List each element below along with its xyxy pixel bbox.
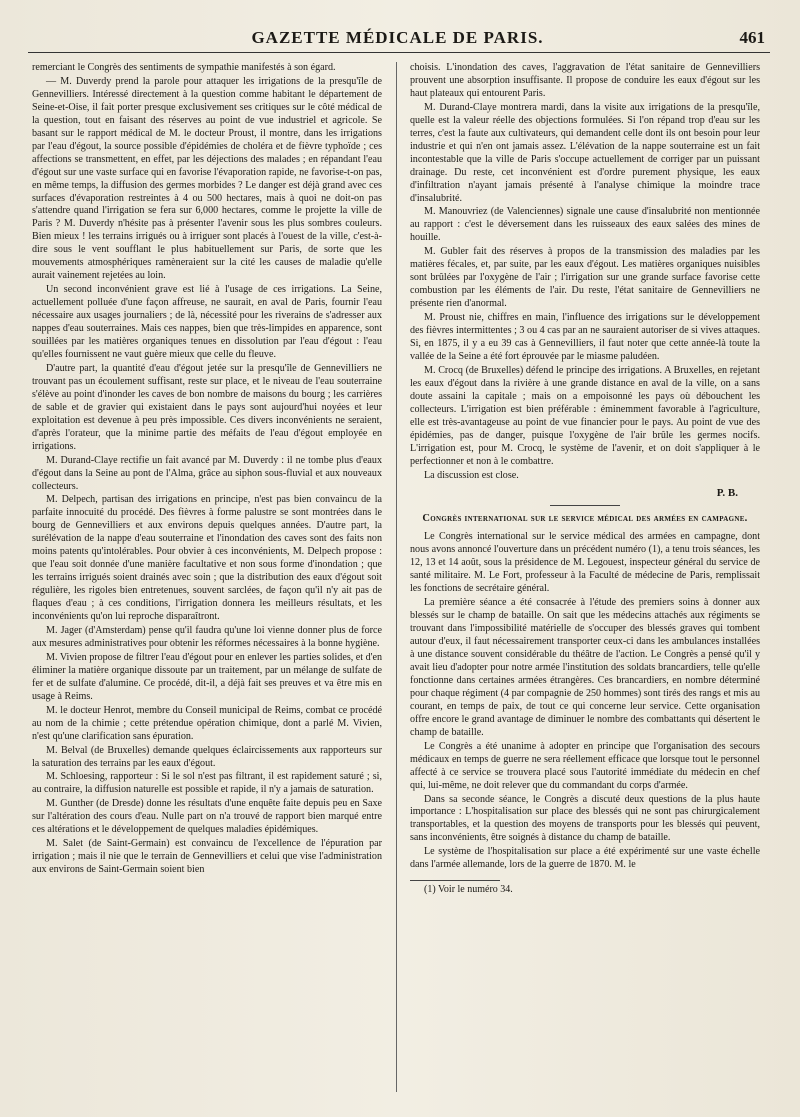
paragraph: Le Congrès a été unanime à adopter en principe que l'organisation des secours médicaux en temps de guerre ne sera réellement efficace que lorsque tout le personnel affecté à ce service se trouvera placé sous l'autorité immédiate du médecin en chef qui, lui-même, ne doit relever que du commandant du corps d'armée. [410, 740, 760, 791]
paragraph: M. le docteur Henrot, membre du Conseil municipal de Reims, combat ce procédé au nom de la chimie ; cette prétendue opération chimique, dont a parlé M. Vivien, n'est qu'une clarification sans épuration. [32, 704, 382, 742]
paragraph: M. Jager (d'Amsterdam) pense qu'il faudra qu'une loi vienne donner plus de force aux mesures administratives pour obtenir les réformes nécessaires à la bonne hygiène. [32, 624, 382, 649]
journal-title: GAZETTE MÉDICALE DE PARIS. [251, 28, 544, 47]
section-rule [550, 505, 620, 506]
paragraph: Un second inconvénient grave est lié à l'usage de ces irrigations. La Seine, actuellement polluée d'une façon affreuse, ne saurait, en aval de Paris, fournir l'eau nécessaire aux usages journaliers ; de là, nécessité pour les riverains de s'adresser aux nappes d'eau souterraines. Mais ces nappes, bien que très-limpides en apparence, sont souillées par les matières organiques tenues en dissolution par l'eau d'égout : l'eau qu'elles fournissent ne vaut guère mieux que celle du fleuve. [32, 284, 382, 360]
paragraph: M. Salet (de Saint-Germain) est convaincu de l'excellence de l'épuration par irrigation ; mais il nie que le terrain de Gennevilliers et celui que vise l'administration aux environs de Saint-Germain soient bien [32, 838, 382, 876]
paragraph: M. Gubler fait des réserves à propos de la transmission des maladies par les matières fécales, et, par suite, par les eaux d'égout. Les matières organiques nuisibles sont brûlées par l'oxygène de l'air ; l'irrigation sur une grande surface favorise cette combustion par les éléments de l'air. Du reste, l'état sanitaire de Gennevilliers ne présente rien d'anormal. [410, 246, 760, 310]
section-title: Congrès international sur le service médical des armées en campagne. [422, 513, 748, 525]
paragraph: M. Manouvriez (de Valenciennes) signale une cause d'insalubrité non mentionnée au rapport : c'est le déversement dans les ruisseaux des eaux salées des mines de houille. [410, 206, 760, 244]
column-divider [396, 62, 397, 1092]
paragraph: M. Vivien propose de filtrer l'eau d'égout pour en enlever les parties solides, et d'en éliminer la matière organique dissoute par un traitement, par un mélange de sulfate de fer et de sulfate d'alumine. Ce procédé, dit-il, a déjà fait ses preuves et va être mis en usage à Reims. [32, 651, 382, 702]
right-column [410, 62, 760, 1092]
paragraph: choisis. L'inondation des caves, l'aggravation de l'état sanitaire de Gennevilliers prouvent une absorption insuffisante. Il propose de conduire les eaux d'égout sur les haut plateaux qui entourent Paris. [410, 62, 760, 99]
paragraph: La discussion est close. [424, 469, 519, 481]
paragraph: M. Delpech, partisan des irrigations en principe, n'est pas bien convaincu de la parfaite innocuité du procédé. Des fièvres à forme palustre se sont montrées dans le bourg de Gennevilliers et aux environs depuis quelques années. D'autre part, la surélévation de la nappe d'eau souterraine et l'inondation des caves sont des faits non moins patents qu'intolérables. Pour obvier à ces inconvénients, M. Delpech propose : que l'eau soit donnée d'une manière facultative et non sous forme d'inondation ; que les terrains irrigués soient drainés avec soin ; que la distribution des eaux d'égout soit régulière, les rigoles bien entretenues, souvent sarclées, de façon qu'il n'y ait pas de flaques d'eau ; à ces conditions, l'irrigation donnera les meilleurs résultats, et les inconvénients qu'on lui reproche disparaîtront. [32, 494, 382, 623]
paragraph: Le Congrès international sur le service médical des armées en campagne, dont nous avons annoncé l'ouverture dans un précédent numéro (1), a tenu trois séances, les 12, 13 et 14 août, sous la présidence de M. Legouest, inspecteur général du service de santé militaire. M. Le Fort, professeur à la Faculté de médecine de Paris, remplissait les fonctions de secrétaire général. [410, 531, 760, 595]
paragraph: M. Crocq (de Bruxelles) défend le principe des irrigations. A Bruxelles, en rejetant les eaux d'égout dans la rivière à une grande distance en aval de la ville, on a sans doute assaini la capitale ; mais on a empoisonné les pays où débouchent les collecteurs. L'irrigation est bien préférable : éminemment favorable à l'agriculture, elle est très-avantageuse au point de vue financier pour le pays. Au point de vue des épidémies, pas de danger, puisque l'oxygène de l'air brûle les germes nocifs. L'irrigation est, pour M. Crocq, le système de l'avenir, et on doit s'appliquer à le perfectionner et non à le combattre. [410, 364, 760, 467]
paragraph: D'autre part, la quantité d'eau d'égout jetée sur la presqu'île de Gennevilliers ne trouvant pas un écoulement suffisant, reste sur place, et le niveau de l'eau souterraine s'élève au point d'inonder les caves de bon nombre de maisons du bourg ; les carrières de sable et de gravier qui existaient dans le pays sont aujourd'hui noyées et leur exploitation est devenue à peu près impossible. Ces divers inconvénients ne seraient, d'après l'orateur, que la minime partie des méfaits de l'eau d'égout employée en irrigations. [32, 362, 382, 452]
paragraph: M. Gunther (de Dresde) donne les résultats d'une enquête faite depuis peu en Saxe sur l'altération des cours d'eau. Nulle part on n'a trouvé de rapport bien marqué entre ces altérations et le développement de quelques maladies épidémiques. [32, 798, 382, 836]
paragraph: remerciant le Congrès des sentiments de sympathie manifestés à son égard. [32, 62, 336, 73]
left-column [32, 62, 382, 1092]
paragraph: Dans sa seconde séance, le Congrès a discuté deux questions de la plus haute importance : L'hospitalisation sur place des blessés qui ne sont pas chirurgicalement transportables, et la question des moyens de transports pour les blessés qui peuvent, sans inconvénients, être soignés à distance du champ de bataille. [410, 793, 760, 844]
paragraph: M. Durand-Claye montrera mardi, dans la visite aux irrigations de la presqu'île, quelle est la valeur réelle des objections formulées. Si l'on répand trop d'eau sur les terres, c'est la faute aux cultivateurs, qui demandent celle dont ils ont besoin pour leur industrie et qui n'en ont jamais assez. L'élévation de la nappe souterraine est un fait incontestable que la ville de Paris s'occupe actuellement de corriger par un puissant drainage. Du reste, cet inconvénient est d'ordre purement physique, les eaux d'infiltration n'ayant jamais présenté à l'analyse chimique la moindre trace d'insalubrité. [410, 101, 760, 204]
paragraph: M. Schloesing, rapporteur : Si le sol n'est pas filtrant, il est rapidement saturé ; si, au contraire, la diffusion naturelle est possible et rapide, il n'y a jamais de saturation. [32, 771, 382, 796]
paragraph: La première séance a été consacrée à l'étude des premiers soins à donner aux blessés sur le champ de bataille. On sait que les médecins attachés aux régiments se trouvant dans l'impossibilité matérielle de s'occuper des blessés graves qui tombent autour d'eux, il faut nécessairement transporter ceux-ci dans les ambulances installées à une distance souvent considérable du théâtre de l'action. Le Congrès a pensé qu'il y avait lieu d'adopter pour notre armée l'institution des soldats brancardiers, telle qu'elle fonctionne dans certaines armées étrangères. Ces brancardiers, en nombre déterminé pour chaque régiment (4 par compagnie de 250 hommes) sont tirés des rangs et mis au courant, en temps de paix, de tout ce qui concerne leur service. Cette organisation offre encore le grand avantage de diminuer le nombre des combattants qui désertent le champ de bataille. [410, 597, 760, 738]
page-number: 461 [739, 28, 765, 47]
paragraph: M. Belval (de Bruxelles) demande quelques éclaircissements aux rapporteurs sur la saturation des terrains par les eaux d'égout. [32, 744, 382, 769]
signature: P. B. [716, 486, 738, 499]
paragraph: — M. Duverdy prend la parole pour attaquer les irrigations de la presqu'île de Gennevilliers. Intéressé directement à la question comme habitant le département de Seine-et-Oise, il fait porter presque exclusivement ses critiques sur le côté médical de la question, tout en faisant des réserves au point de vue industriel et agricole. Se basant sur le rapport médical de M. le docteur Proust, il montre, dans les irrigations par l'eau d'égout, la source possible d'épidémies de choléra et de fièvre typhoïde ; ces affections se transmettent, en effet, par les déjections des malades ; en répandant l'eau d'égout sur une vaste surface qui en favorise l'évaporation rapide, ne favorise-t-on pas, en même temps, la diffusion des germes morbides ? Le danger est déjà grand avec ces surfaces d'évaporation restreintes à 4 ou 500 hectares, mais à quoi ne doit-on pas s'attendre quand l'irrigation se fera sur 6,000 hectares, comme le projette la ville de Paris ? M. Duverdy n'hésite pas à présenter l'avenir sous les plus sombres couleurs. Bien mieux ! les terrains irrigués ou à irriguer sont placés à l'ouest de la ville, c'est-à-dire sous le vent soufflant le plus habituellement sur Paris, de sorte que les mouvements atmosphériques ramèneraient sur la cité les causes de maladie qu'elle aurait vainement rejetées au loin. [32, 75, 382, 282]
footnote: (1) Voir le numéro 34. [424, 884, 513, 896]
paragraph: Le système de l'hospitalisation sur place a été expérimenté sur une vaste échelle dans l'armée allemande, lors de la guerre de 1870. M. le [410, 846, 760, 871]
paragraph: M. Proust nie, chiffres en main, l'influence des irrigations sur le développement des fièvres intermittentes ; 3 ou 4 cas par an ne sauraient autoriser de si vives attaques. Si, en 1875, il y a eu 39 cas à Gennevilliers, il faut noter que cette année-là toute la vallée de la Seine a été fort éprouvée par le miasme paludéen. [410, 312, 760, 362]
footnote-rule [410, 880, 500, 881]
paragraph: M. Durand-Claye rectifie un fait avancé par M. Duverdy : il ne tombe plus d'eaux d'égout dans la Seine au pont de l'Alma, grâce au siphon sous-fluvial et aux nouveaux collecteurs. [32, 454, 382, 492]
page-header [30, 28, 765, 54]
header-rule [28, 52, 770, 53]
